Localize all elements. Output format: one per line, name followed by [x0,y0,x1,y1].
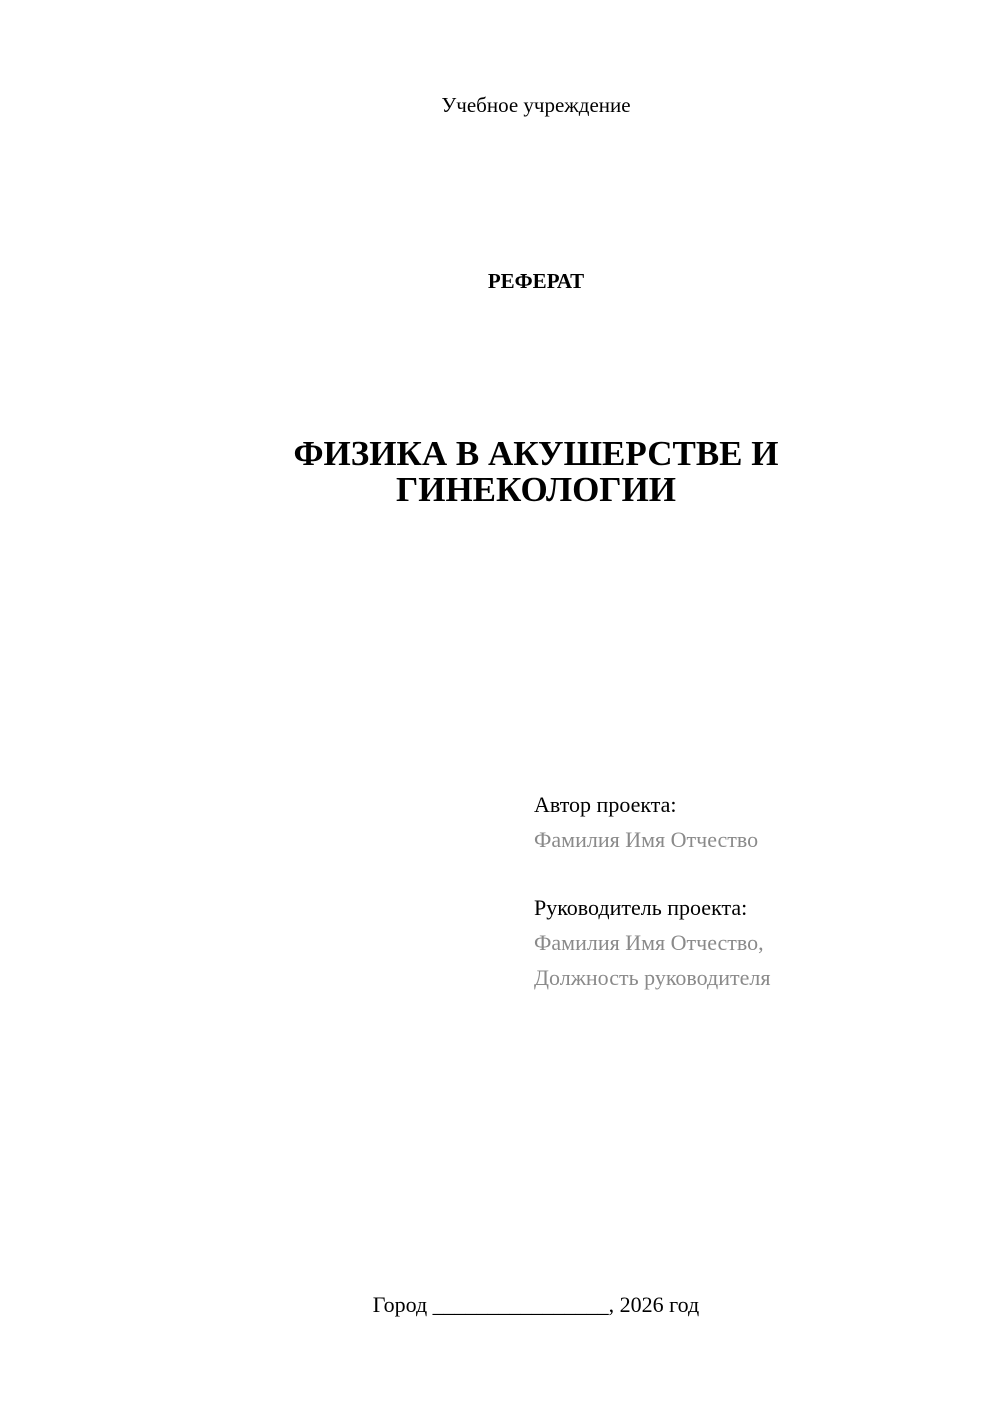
title-line-2: ГИНЕКОЛОГИИ [395,470,677,509]
document-title [236,436,836,508]
supervisor-name: Фамилия Имя Отчество, [534,930,764,955]
supervisor-label: Руководитель проекта: [534,895,748,920]
document-type: РЕФЕРАТ [487,269,585,293]
author-label: Автор проекта: [534,792,677,817]
project-info [534,787,974,995]
title-line-1: ФИЗИКА В АКУШЕРСТВЕ И [293,434,779,473]
supervisor-position: Должность руководителя [534,965,771,990]
city-year-line: Город ________________, 2026 год [372,1292,700,1317]
author-name: Фамилия Имя Отчество [534,827,759,852]
institution-name: Учебное учреждение [441,93,631,117]
